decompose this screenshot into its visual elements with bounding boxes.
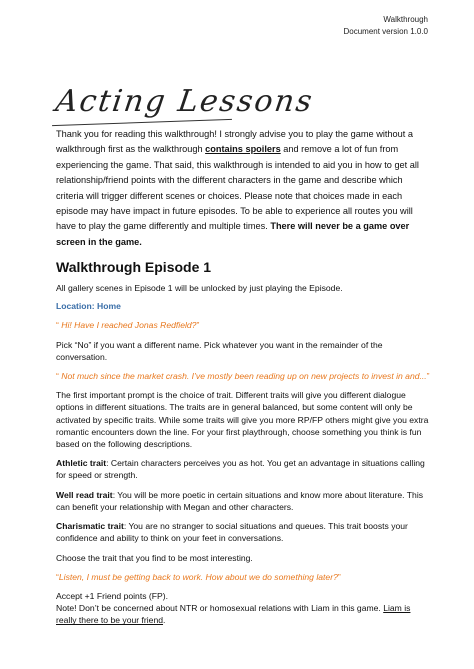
wellread-trait (56, 489, 431, 513)
dialogue-quote-1: “ Hi! Have I reached Jonas Redfield?” (56, 320, 200, 331)
athletic-trait (56, 457, 431, 481)
intro-paragraph (56, 127, 431, 250)
quote-2-text: Not much since the market crash. I’ve mostly been reading up on new projects to invest in and... (61, 371, 427, 382)
liam-friend-note: Liam is really there to be your friend (56, 603, 411, 626)
charismatic-label: Charismatic trait (56, 521, 124, 532)
quote-3-text: Listen, I must be getting back to work. How about we do something later? (58, 571, 338, 582)
intro-text-2: and remove a lot of fun from experiencing the game. That said, this walkthrough is intended to aid you in how to get all relationship/friend points with the different characters in the game and describe which criteria will trigger different scenes or choices. Please note that choices made in each episode may have impact in future episodes. To be able to experience all routes you will have to play the game differently and multiple times. (56, 144, 419, 232)
game-logo (53, 84, 316, 119)
header-version: Document version 1.0.0 (343, 27, 428, 36)
logo-text: Acting Lessons (53, 84, 316, 119)
pick-name-note: Pick “No” if you want a different name. Pick whatever you want in the remainder of the conversation. (56, 339, 383, 362)
trait-intro: The first important prompt is the choice of trait. Different traits will give you different dialogue options in different situations. The traits are in general balanced, but some content will only be activated by specific traits. While some traits will give you more RP/FP others might give you extra romantic encounters down the line. For your first playthrough, choose something you think is fun based on the following descriptions. (56, 390, 429, 450)
document-body (56, 127, 431, 634)
intro-text-1: Thank you for reading this walkthrough! I strongly advise you to play the game without a walkthrough first as the walkthrough (56, 129, 413, 155)
episode-heading: Walkthrough Episode 1 (56, 259, 212, 276)
page-header (344, 14, 429, 38)
intro-bold-note: There will never be a game over screen in the game. (56, 221, 410, 247)
ntr-note (56, 602, 431, 626)
charismatic-text: : You are no stranger to social situations and queues. This trait boosts your confidence and ability to think on your feet in conversations. (56, 521, 408, 544)
quote-1-text: Hi! Have I reached Jonas Redfield? (61, 320, 197, 331)
accept-fp: Accept +1 Friend points (FP). (56, 590, 169, 601)
header-title: Walkthrough (383, 15, 428, 24)
dialogue-quote-2: “ Not much since the market crash. I’ve mostly been reading up on new projects to invest in and...” (56, 371, 430, 382)
logo-underline (52, 119, 232, 126)
ntr-note-text: Note! Don’t be concerned about NTR or homosexual relations with Liam in this game. (56, 603, 384, 614)
gallery-note: All gallery scenes in Episode 1 will be unlocked by just playing the Episode. (56, 283, 343, 294)
spoilers-warning: contains spoilers (205, 144, 281, 155)
wellread-text: : You will be more poetic in certain situations and know more about literature. This can benefit your relationship with Megan and other characters. (56, 489, 424, 512)
location-label: Location: Home (56, 301, 121, 312)
wellread-label: Well read trait (56, 489, 113, 500)
choose-trait-note: Choose the trait that you find to be most interesting. (56, 552, 253, 563)
athletic-label: Athletic trait (56, 458, 107, 469)
dialogue-quote-3: “Listen, I must be getting back to work. How about we do something later?” (56, 571, 341, 582)
charismatic-trait (56, 520, 431, 544)
athletic-text: : Certain characters perceives you as hot. You get an advantage in situations calling for speed or strength. (56, 458, 425, 481)
ntr-note-end: . (163, 615, 166, 626)
